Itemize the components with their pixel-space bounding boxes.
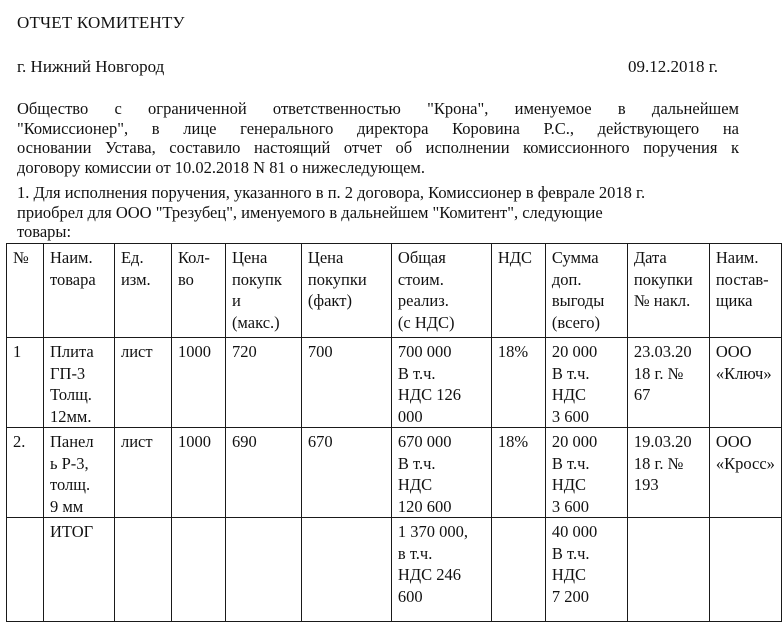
table-total-row — [7, 518, 782, 622]
cell-text: ООО — [715, 432, 752, 451]
cell-text: покупки — [633, 269, 693, 289]
col-number-cell — [7, 338, 44, 428]
cell-text: НДС — [397, 475, 433, 494]
col-name-cell — [43, 428, 114, 518]
col-extra-cell — [545, 338, 627, 428]
col-supplier-cell — [709, 338, 781, 428]
total-label-cell — [43, 518, 114, 622]
cell-text: 1 370 000, — [397, 522, 469, 541]
cell-text: покупк — [231, 269, 282, 289]
cell-text: 67 — [633, 385, 651, 404]
total-empty-cell — [709, 518, 781, 622]
header-col-number-cell — [7, 244, 44, 338]
cell-text: доп. — [551, 269, 582, 289]
intro-line: "Комиссионер", в лице генерального директора Коровина Р.С., действующего на — [17, 118, 739, 138]
cell-text: и — [231, 291, 241, 310]
cell-text: постав- — [715, 269, 769, 289]
total-col-total-cell — [391, 518, 491, 622]
col-total-cell — [391, 428, 491, 518]
cell-text: Цена — [231, 248, 268, 267]
cell-text: ГП-3 — [49, 363, 86, 383]
cell-text: НДС 126 — [397, 385, 461, 404]
col-vat-cell — [491, 428, 545, 518]
cell-text: НДС — [497, 248, 533, 267]
point-paragraph — [17, 183, 739, 242]
col-number-cell — [7, 428, 44, 518]
cell-text: во — [177, 269, 194, 289]
cell-text: 18 г. № — [633, 453, 684, 473]
total-empty-cell — [7, 518, 44, 622]
cell-text: 1000 — [177, 342, 211, 361]
cell-text: 7 200 — [551, 586, 589, 606]
total-empty-cell — [491, 518, 545, 622]
cell-text: Общая — [397, 248, 446, 267]
cell-text: Сумма — [551, 248, 599, 267]
cell-text: № — [13, 248, 29, 267]
cell-text: 700 000 — [397, 342, 452, 361]
table-header-row — [7, 244, 782, 338]
cell-text: Дата — [633, 248, 667, 267]
point-line: 1. Для исполнения поручения, указанного в п. 2 договора, Комиссионер в феврале 2018 г. — [17, 183, 646, 202]
intro-line: Общество с ограниченной ответственностью "Крона", именуемое в дальнейшем — [17, 99, 739, 118]
cell-text: НДС 246 — [397, 565, 461, 584]
cell-text: В т.ч. — [397, 453, 436, 473]
cell-text: Плита — [49, 342, 94, 361]
cell-text: 18 г. № — [633, 363, 684, 383]
col-unit-cell — [114, 338, 171, 428]
total-col-extra-cell — [545, 518, 627, 622]
cell-text: щика — [715, 291, 753, 310]
cell-text: НДС — [551, 475, 587, 494]
document-title: ОТЧЕТ КОМИТЕНТУ — [17, 13, 185, 32]
cell-text: 9 мм — [49, 496, 84, 516]
intro-line: основании Устава, составило настоящий отчет об исполнении комиссионного поручения к — [17, 138, 739, 157]
col-date-cell — [627, 338, 709, 428]
cell-text: «Кросс» — [715, 453, 775, 473]
cell-text: изм. — [120, 269, 151, 289]
cell-text: стоим. — [397, 269, 444, 289]
cell-text: 670 000 — [397, 432, 452, 451]
cell-text: 670 — [307, 432, 333, 451]
cell-text: Панел — [49, 432, 94, 451]
cell-text: 600 — [397, 586, 423, 606]
total-empty-cell — [301, 518, 391, 622]
cell-text: В т.ч. — [551, 543, 590, 563]
cell-text: 12мм. — [49, 406, 92, 426]
total-empty-cell — [225, 518, 301, 622]
header-col-price-fact-cell — [301, 244, 391, 338]
cell-text: 20 000 — [551, 342, 598, 361]
cell-text: (всего) — [551, 312, 601, 332]
cell-text: В т.ч. — [551, 363, 590, 383]
cell-text: 40 000 — [551, 522, 598, 541]
point-line: приобрел для ООО "Трезубец", именуемого в дальнейшем "Комитент", следующие — [17, 202, 603, 222]
total-label: ИТОГ — [49, 522, 94, 541]
cell-text: НДС — [551, 385, 587, 404]
cell-text: 120 600 — [397, 496, 452, 516]
cell-text: 18% — [497, 342, 529, 361]
goods-table — [6, 243, 782, 622]
header-col-supplier-cell — [709, 244, 781, 338]
cell-text: Ед. — [120, 248, 144, 267]
cell-text: лист — [120, 432, 153, 451]
cell-text: покупки — [307, 269, 367, 289]
intro-line: договору комиссии от 10.02.2018 N 81 о нижеследующем. — [17, 157, 425, 177]
col-unit-cell — [114, 428, 171, 518]
cell-text: 000 — [397, 406, 423, 426]
header-col-name-cell — [43, 244, 114, 338]
cell-text: 18% — [497, 432, 529, 451]
header-col-qty-cell — [171, 244, 225, 338]
cell-text: выгоды — [551, 291, 605, 310]
col-extra-cell — [545, 428, 627, 518]
table-row — [7, 428, 782, 518]
header-col-total-cell — [391, 244, 491, 338]
total-empty-cell — [171, 518, 225, 622]
cell-text: толщ. — [49, 475, 91, 494]
col-qty-cell — [171, 428, 225, 518]
document-date: 09.12.2018 г. — [628, 57, 719, 76]
document-city: г. Нижний Новгород — [17, 57, 165, 76]
cell-text: Кол- — [177, 248, 210, 267]
cell-text: товара — [49, 269, 96, 289]
col-name-cell — [43, 338, 114, 428]
cell-text: ь Р-3, — [49, 453, 89, 473]
intro-paragraph — [17, 99, 739, 177]
col-qty-cell — [171, 338, 225, 428]
col-total-cell — [391, 338, 491, 428]
col-price-fact-cell — [301, 338, 391, 428]
cell-text: 3 600 — [551, 496, 589, 516]
cell-text: 193 — [633, 475, 659, 494]
point-line: товары: — [17, 222, 72, 241]
total-empty-cell — [114, 518, 171, 622]
cell-text: № накл. — [633, 291, 691, 310]
cell-text: 20 000 — [551, 432, 598, 451]
cell-text: НДС — [551, 565, 587, 584]
cell-text: 1000 — [177, 432, 211, 451]
cell-text: Толщ. — [49, 385, 92, 404]
header-col-vat-cell — [491, 244, 545, 338]
cell-text: 1 — [13, 342, 22, 361]
cell-text: 19.03.20 — [633, 432, 692, 451]
header-col-price-max-cell — [225, 244, 301, 338]
cell-text: (макс.) — [231, 312, 280, 332]
header-col-date-cell — [627, 244, 709, 338]
cell-text: В т.ч. — [551, 453, 590, 473]
header-col-extra-cell — [545, 244, 627, 338]
col-vat-cell — [491, 338, 545, 428]
table-row — [7, 338, 782, 428]
col-price-max-cell — [225, 428, 301, 518]
cell-text: В т.ч. — [397, 363, 436, 383]
header-col-unit-cell — [114, 244, 171, 338]
cell-text: лист — [120, 342, 153, 361]
total-empty-cell — [627, 518, 709, 622]
cell-text: (с НДС) — [397, 312, 455, 332]
cell-text: 700 — [307, 342, 333, 361]
col-price-fact-cell — [301, 428, 391, 518]
cell-text: 720 — [231, 342, 257, 361]
cell-text: реализ. — [397, 291, 449, 310]
cell-text: Наим. — [49, 248, 93, 267]
col-supplier-cell — [709, 428, 781, 518]
cell-text: 2. — [13, 432, 26, 451]
cell-text: 3 600 — [551, 406, 589, 426]
col-date-cell — [627, 428, 709, 518]
cell-text: «Ключ» — [715, 363, 772, 383]
cell-text: в т.ч. — [397, 543, 433, 563]
col-price-max-cell — [225, 338, 301, 428]
cell-text: 690 — [231, 432, 257, 451]
cell-text: ООО — [715, 342, 752, 361]
cell-text: 23.03.20 — [633, 342, 692, 361]
cell-text: Наим. — [715, 248, 759, 267]
cell-text: Цена — [307, 248, 344, 267]
cell-text: (факт) — [307, 291, 352, 310]
